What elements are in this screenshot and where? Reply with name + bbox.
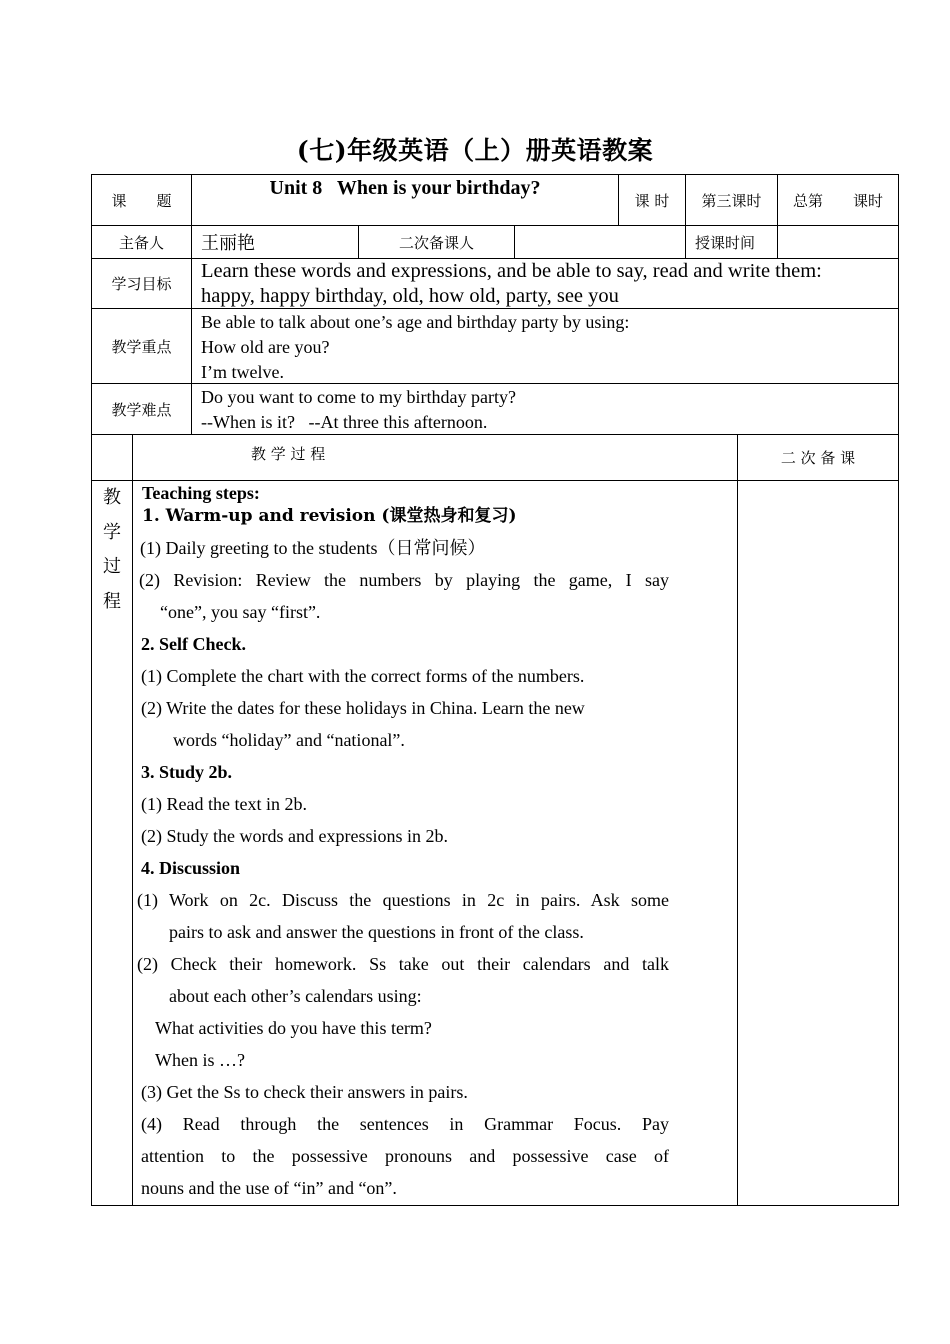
step-line: What activities do you have this term? bbox=[155, 1018, 432, 1038]
unit-title: Unit 8 When is your birthday? bbox=[269, 177, 541, 199]
step-line: pairs to ask and answer the questions in front of the class. bbox=[169, 922, 584, 942]
step-2-title: 2. Self Check. bbox=[141, 634, 246, 654]
teaching-steps bbox=[139, 532, 669, 1204]
step-line: nouns and the use of “in” and “on”. bbox=[141, 1178, 397, 1198]
step-line: When is …? bbox=[155, 1050, 245, 1070]
step-line: (2) Study the words and expressions in 2b. bbox=[141, 826, 448, 846]
process-side-cell bbox=[91, 480, 133, 1206]
step-line: (1) Complete the chart with the correct forms of the numbers. bbox=[141, 666, 585, 686]
step-line: (3) Get the Ss to check their answers in pairs. bbox=[141, 1082, 468, 1102]
step-4-title: 4. Discussion bbox=[141, 858, 241, 878]
preparer-label: 主备人 bbox=[91, 225, 192, 259]
secondary-prep-cell bbox=[737, 480, 899, 1206]
step-line: (2) Revision: Review the numbers by playing the game, I say bbox=[139, 570, 669, 590]
teach-time-label: 授课时间 bbox=[685, 225, 778, 259]
side-char: 教 bbox=[103, 487, 121, 508]
difficulty-line: --When is it? --At three this afternoon. bbox=[201, 412, 488, 432]
unit-title-cell bbox=[191, 174, 619, 226]
period-value: 第三课时 bbox=[685, 174, 778, 226]
step-line: words “holiday” and “national”. bbox=[173, 730, 405, 750]
step-line: (1) Read the text in 2b. bbox=[141, 794, 307, 814]
page-title: (七)年级英语（上）册英语教案 bbox=[296, 136, 654, 165]
step-line: (1) Work on 2c. Discuss the questions in 2c in pairs. Ask some bbox=[137, 890, 669, 910]
side-char: 过 bbox=[103, 556, 121, 577]
step-line: attention to the possessive pronouns and possessive case of bbox=[141, 1146, 669, 1166]
step-line: (1) Daily greeting to the students（日常问候） bbox=[140, 538, 486, 558]
objectives-line-2: happy, happy birthday, old, how old, party, see you bbox=[201, 285, 619, 307]
objectives-label: 学习目标 bbox=[91, 258, 192, 309]
secondary-prep-header: 二 次 备 课 bbox=[737, 434, 899, 481]
objectives-line-1: Learn these words and expressions, and be able to say, read and write them: bbox=[201, 260, 822, 282]
key-point-line: How old are you? bbox=[201, 337, 330, 357]
second-preparer-label: 二次备课人 bbox=[358, 225, 515, 259]
teaching-steps-heading: Teaching steps: bbox=[142, 483, 260, 503]
difficulties-content bbox=[191, 383, 899, 435]
difficulties-label: 教学难点 bbox=[91, 383, 192, 435]
step-line: about each other’s calendars using: bbox=[169, 986, 422, 1006]
step-line: “one”, you say “first”. bbox=[160, 602, 321, 622]
teach-time-value bbox=[777, 225, 899, 259]
period-label: 课 时 bbox=[618, 174, 686, 226]
key-point-line: I’m twelve. bbox=[201, 362, 284, 382]
step-3-title: 3. Study 2b. bbox=[141, 762, 233, 782]
second-preparer-value bbox=[514, 225, 686, 259]
key-points-content bbox=[191, 308, 899, 384]
topic-label: 课 题 bbox=[91, 174, 192, 226]
preparer-name: 王丽艳 bbox=[191, 225, 359, 259]
key-points-label: 教学重点 bbox=[91, 308, 192, 384]
step-line: (2) Write the dates for these holidays in China. Learn the new bbox=[141, 698, 585, 718]
total-periods: 总第 课时 bbox=[777, 174, 899, 226]
process-header-blank bbox=[91, 434, 133, 481]
process-header: 教 学 过 程 bbox=[132, 434, 738, 481]
step-line: (4) Read through the sentences in Grammar Focus. Pay bbox=[141, 1114, 669, 1134]
step-line: (2) Check their homework. Ss take out their calendars and talk bbox=[137, 954, 669, 974]
objectives-content bbox=[191, 258, 899, 309]
side-char: 学 bbox=[103, 521, 121, 543]
key-point-line: Be able to talk about one’s age and birthday party by using: bbox=[201, 312, 630, 332]
step-1-title: 1. Warm-up and revision (课堂热身和复习) bbox=[142, 506, 517, 526]
side-char: 程 bbox=[103, 590, 121, 612]
difficulty-line: Do you want to come to my birthday party? bbox=[201, 387, 516, 407]
